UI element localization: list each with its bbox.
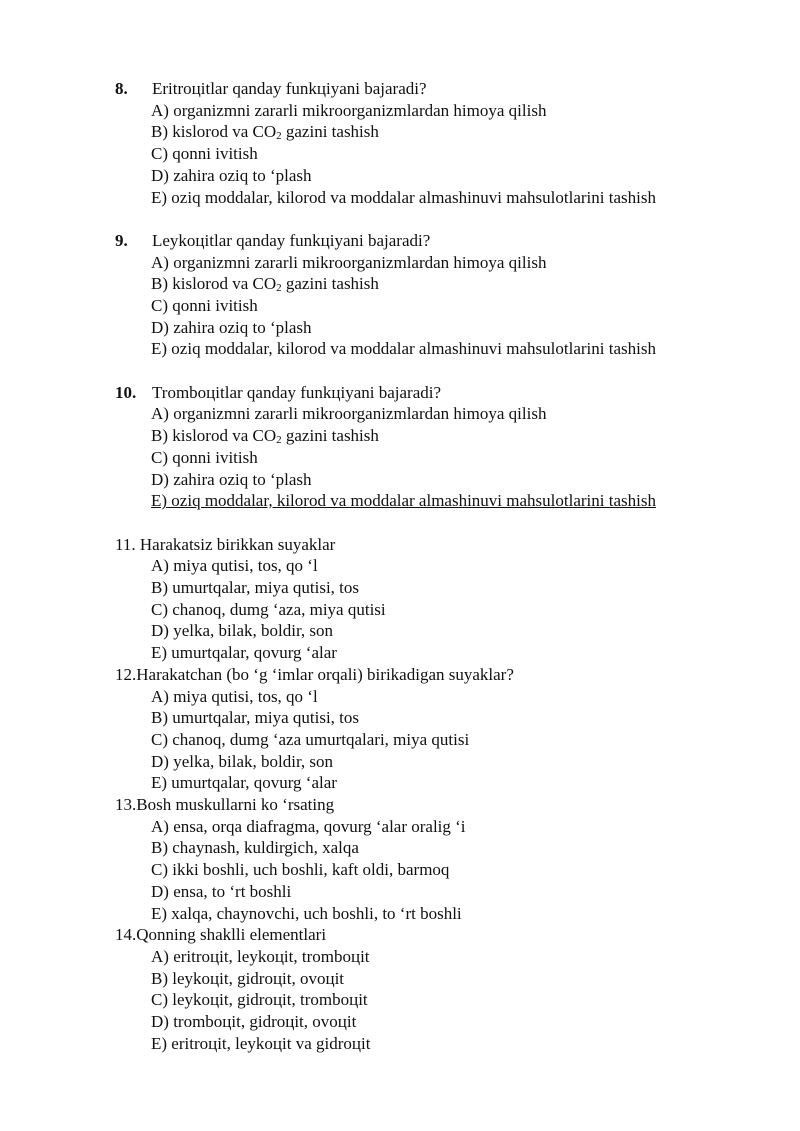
options-list — [151, 816, 701, 925]
question-number: 11. — [115, 534, 140, 554]
option-d: D) zahira oziq to ‘plash — [151, 165, 312, 185]
question-number: 13. — [115, 795, 137, 815]
question-11-line — [115, 534, 335, 556]
option-d: D) ensa, to ‘rt boshli — [151, 881, 292, 901]
options-list — [151, 100, 701, 209]
option-b: B) kislorod va $CO_2$ gazini tashish — [151, 426, 379, 447]
option-e: E) umurtqalar, qovurg ‘alar — [151, 773, 337, 793]
option-a: A) organizmni zararli mikroorganizmlardan himoya qilish — [151, 404, 547, 424]
option-a: A) eritroцit, leykoцit, tromboцit — [151, 946, 370, 966]
question-9-line — [115, 230, 430, 252]
option-e: E) xalqa, chaynovchi, uch boshli, to ‘rt boshli — [151, 903, 462, 923]
options-list — [151, 252, 701, 361]
question-14-line — [115, 924, 326, 946]
option-a: A) organizmni zararli mikroorganizmlardan himoya qilish — [151, 100, 547, 120]
option-e: E) umurtqalar, qovurg ‘alar — [151, 643, 337, 663]
option-b: B) leykoцit, gidroцit, ovoцit — [151, 968, 345, 988]
option-a: A) miya qutisi, tos, qo ‘l — [151, 686, 318, 706]
question-13-line — [115, 794, 334, 816]
question-text: Qonning shaklli elementlari — [136, 925, 327, 945]
question-text: Leykoцitlar qanday funkцiyani bajaradi? — [152, 230, 431, 250]
option-c: C) qonni ivitish — [151, 144, 258, 164]
option-a: A) miya qutisi, tos, qo ‘l — [151, 556, 318, 576]
option-a: A) organizmni zararli mikroorganizmlardan himoya qilish — [151, 252, 547, 272]
option-d: D) tromboцit, gidroцit, ovoцit — [151, 1012, 357, 1032]
question-10-line — [115, 382, 441, 404]
option-b: B) kislorod va $CO_2$ gazini tashish — [151, 274, 379, 295]
question-number: 10. — [115, 382, 137, 402]
question-text: Harakatchan (bo ‘g ‘imlar orqali) birikadigan suyaklar? — [136, 664, 514, 684]
option-c: C) qonni ivitish — [151, 295, 258, 315]
question-number: 12. — [115, 664, 137, 684]
option-a: A) ensa, orqa diafragma, qovurg ‘alar oralig ‘i — [151, 816, 466, 836]
option-b: B) kislorod va $CO_2$ gazini tashish — [151, 122, 379, 143]
option-c: C) leykoцit, gidroцit, tromboцit — [151, 990, 368, 1010]
question-number: 9. — [115, 230, 128, 250]
option-c: C) chanoq, dumg ‘aza, miya qutisi — [151, 599, 386, 619]
option-e: E) oziq moddalar, kilorod va moddalar almashinuvi mahsulotlarini tashish — [151, 187, 656, 207]
option-e: E) oziq moddalar, kilorod va moddalar almashinuvi mahsulotlarini tashish — [151, 491, 656, 511]
options-list — [151, 686, 701, 795]
option-d: D) yelka, bilak, boldir, son — [151, 751, 334, 771]
question-text: Tromboцitlar qanday funkцiyani bajaradi? — [152, 382, 442, 402]
options-list — [151, 403, 701, 512]
option-d: D) yelka, bilak, boldir, son — [151, 621, 334, 641]
question-12-line — [115, 664, 514, 686]
question-number: 14. — [115, 925, 137, 945]
option-e: E) oziq moddalar, kilorod va moddalar almashinuvi mahsulotlarini tashish — [151, 339, 656, 359]
question-text: Eritroцitlar qanday funkцiyani bajaradi? — [152, 79, 427, 98]
question-text: Bosh muskullarni ko ‘rsating — [136, 795, 335, 815]
question-text: Harakatsiz birikkan suyaklar — [139, 534, 336, 554]
option-d: D) zahira oziq to ‘plash — [151, 317, 312, 337]
options-list — [151, 555, 701, 664]
option-e: E) eritroцit, leykoцit va gidroцit — [151, 1033, 371, 1053]
option-b: B) umurtqalar, miya qutisi, tos — [151, 708, 360, 728]
option-c: C) ikki boshli, uch boshli, kaft oldi, barmoq — [151, 860, 450, 880]
option-c: C) chanoq, dumg ‘aza umurtqalari, miya qutisi — [151, 729, 470, 749]
option-b: B) umurtqalar, miya qutisi, tos — [151, 578, 360, 598]
question-8-line — [115, 78, 427, 100]
option-d: D) zahira oziq to ‘plash — [151, 469, 312, 489]
option-c: C) qonni ivitish — [151, 447, 258, 467]
options-list — [151, 946, 701, 1055]
option-b: B) chaynash, kuldirgich, xalqa — [151, 838, 359, 858]
question-number: 8. — [115, 79, 128, 98]
